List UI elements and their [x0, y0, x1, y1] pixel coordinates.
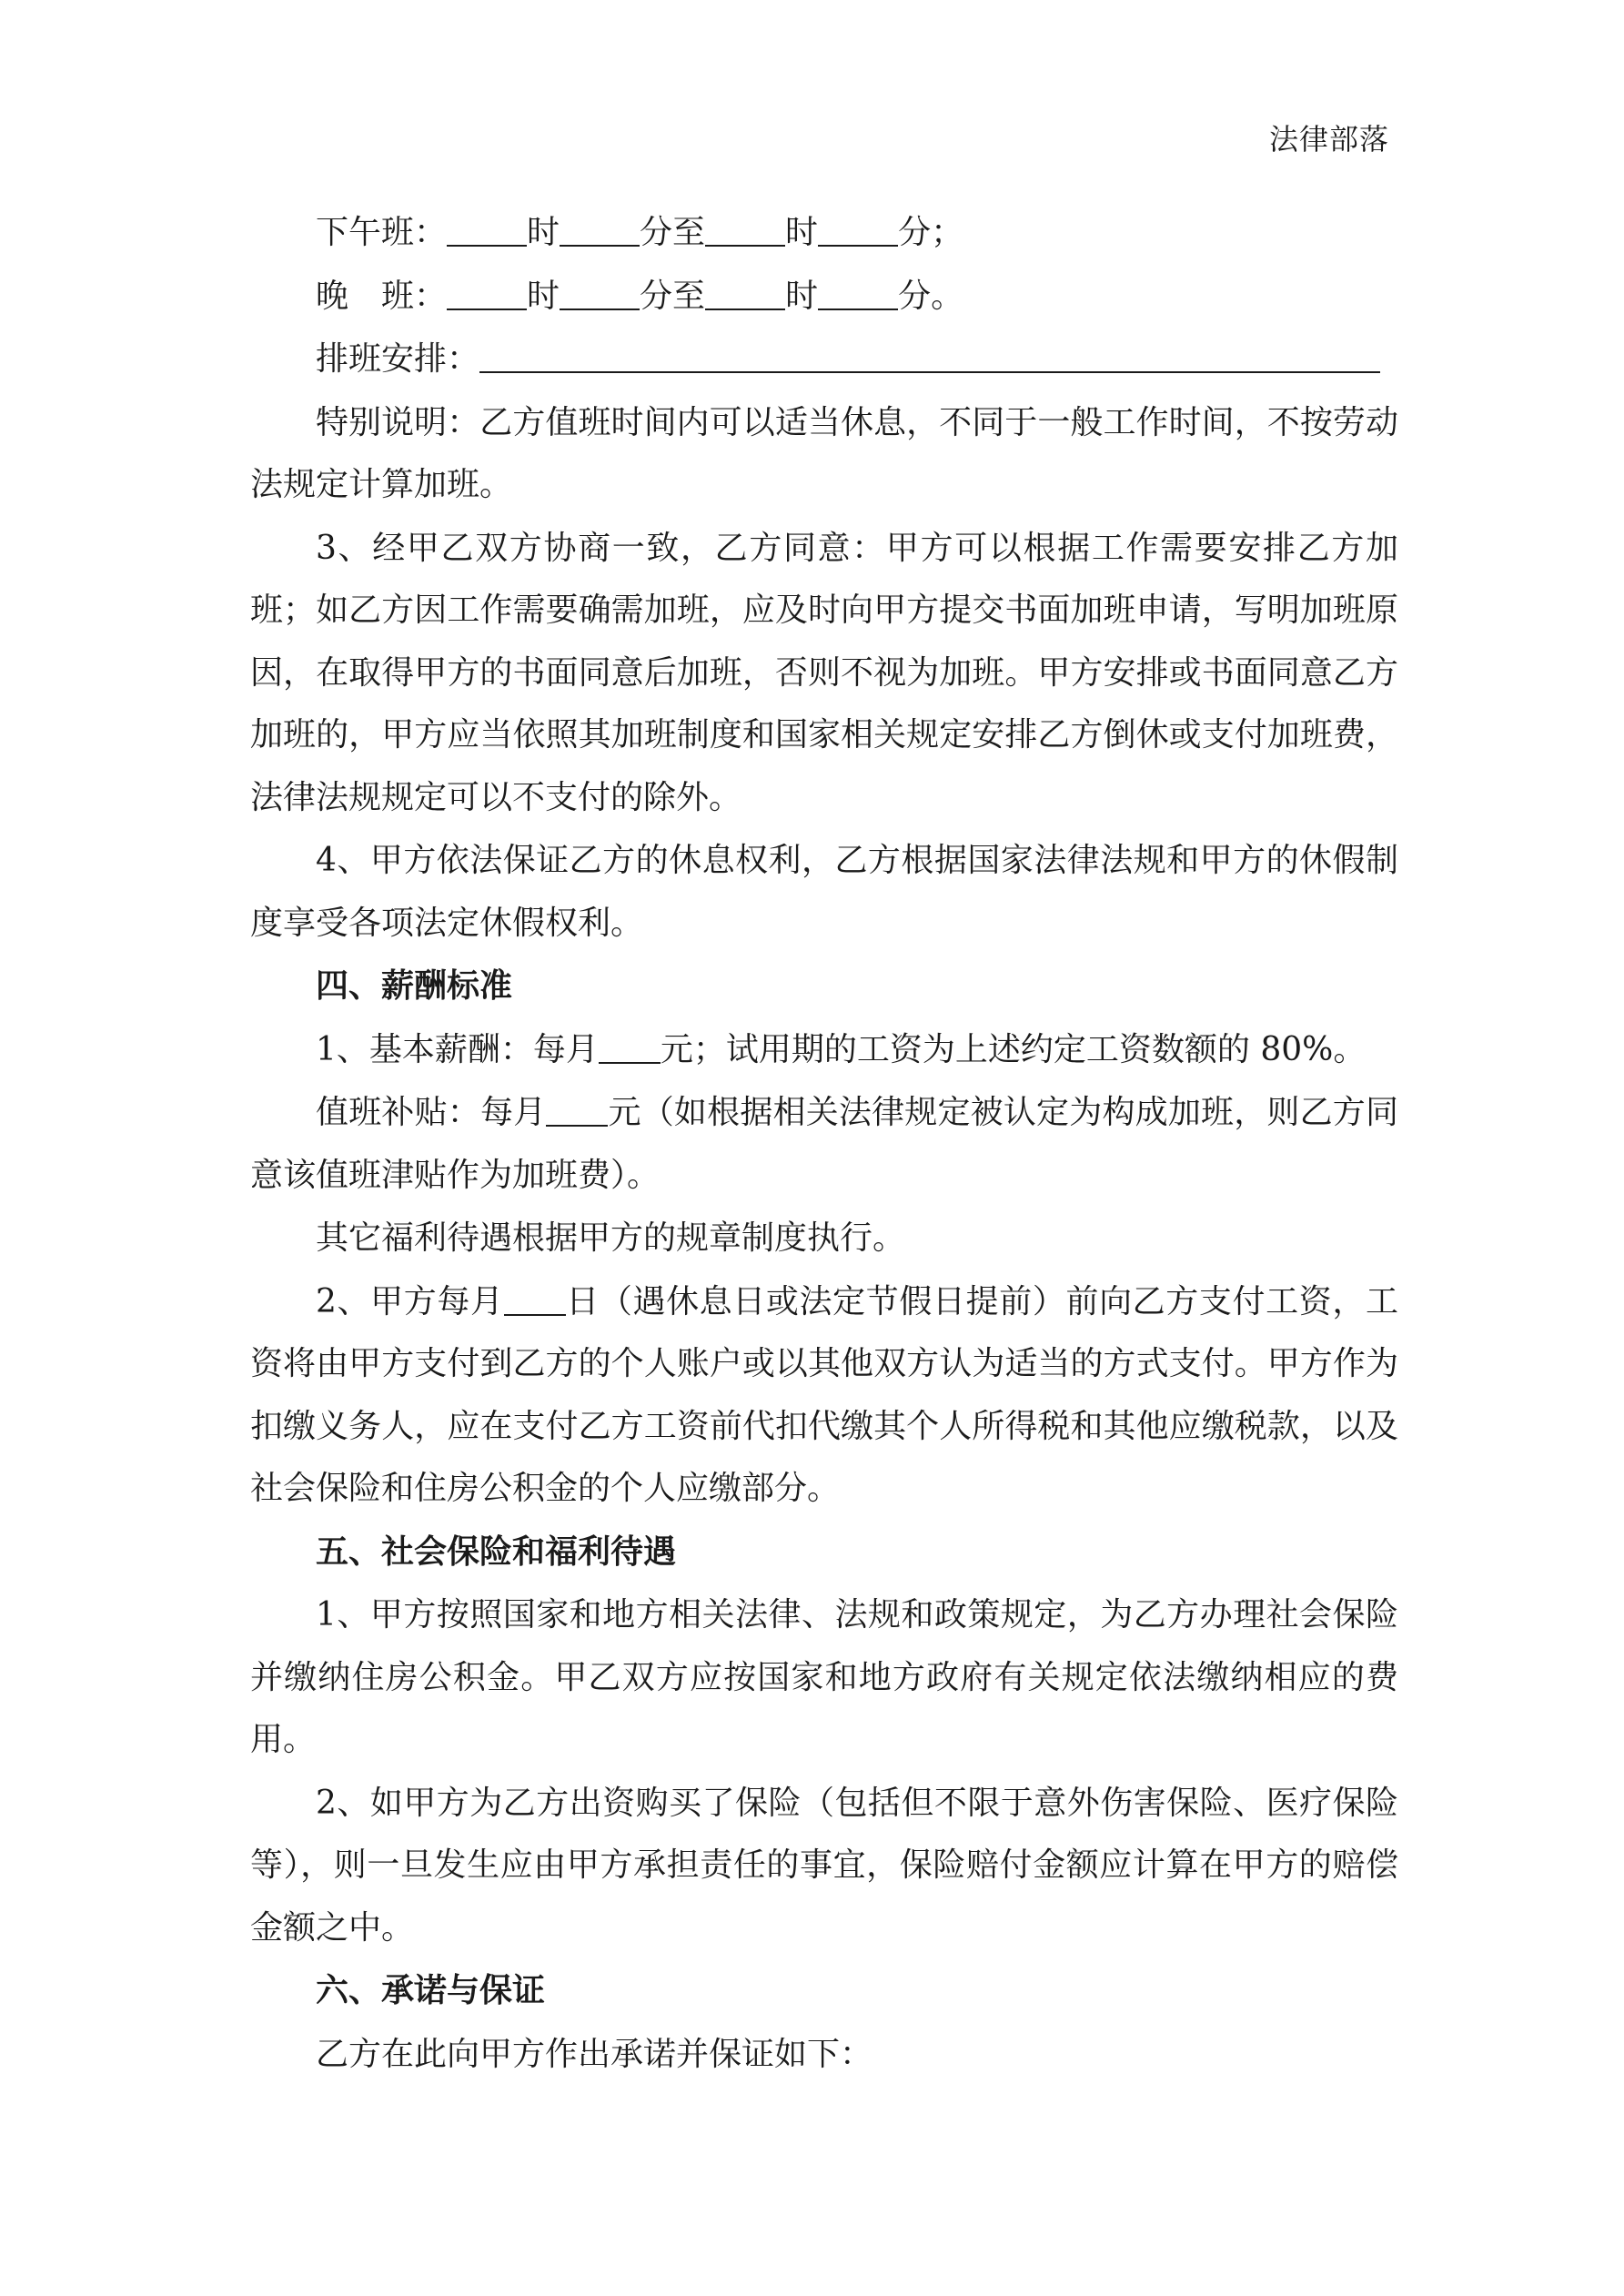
basic-salary-line: [250, 1019, 1398, 1082]
minute-end-unit: 分。: [898, 277, 964, 315]
night-shift-label-b: 班：: [381, 277, 448, 315]
section5-heading: 五、社会保险和福利待遇: [316, 1532, 677, 1571]
basic-salary-suffix: 元；试用期的工资为上述约定工资数额的 80%。: [660, 1030, 1367, 1068]
duty-allowance-blank: [546, 1094, 608, 1127]
section4-heading: 四、薪酬标准: [316, 967, 513, 1005]
schedule-blank: [479, 340, 1380, 373]
night-end-minute-blank: [818, 278, 898, 310]
hour-unit: 时: [527, 277, 560, 315]
night-end-hour-blank: [705, 278, 785, 310]
hour-unit: 时: [785, 214, 819, 251]
afternoon-shift-label: 下午班：: [316, 214, 448, 251]
section6-heading: 六、承诺与保证: [316, 1972, 546, 2009]
night-shift-label-a: 晚: [316, 277, 349, 315]
afternoon-shift-line: [250, 202, 1398, 265]
afternoon-end-minute-blank: [818, 214, 898, 247]
night-start-minute-blank: [560, 278, 640, 310]
hour-unit: 时: [785, 277, 819, 315]
schedule-line: [250, 329, 1398, 391]
duty-allowance-suffix: 元（如根据相关法律规定被认定为构成加班，则乙方同意该值班津贴作为加班费）。: [250, 1094, 1398, 1194]
duty-allowance-prefix: 值班补贴：每月: [316, 1094, 547, 1131]
hour-unit: 时: [527, 214, 560, 251]
night-start-hour-blank: [447, 278, 527, 310]
document-body: [250, 202, 1398, 2087]
section5-item1-paragraph: 1、甲方按照国家和地方相关法律、法规和政策规定，为乙方办理社会保险并缴纳住房公积金。甲乙双方应按国家和地方政府有关规定依法缴纳相应的费用。: [250, 1596, 1398, 1758]
section6-intro-paragraph: 乙方在此向甲方作出承诺并保证如下：: [316, 2035, 873, 2073]
afternoon-start-hour-blank: [447, 214, 527, 247]
section5-item2-paragraph: 2、如甲方为乙方出资购买了保险（包括但不限于意外伤害保险、医疗保险等），则一旦发生应由甲方承担责任的事宜，保险赔付金额应计算在甲方的赔偿金额之中。: [250, 1784, 1398, 1947]
minute-end-unit: 分；: [898, 214, 964, 251]
payday-blank: [504, 1283, 566, 1316]
afternoon-start-minute-blank: [560, 214, 640, 247]
duty-allowance-paragraph: [250, 1082, 1398, 1207]
payday-prefix: 2、甲方每月: [316, 1282, 504, 1320]
payday-paragraph: [250, 1271, 1398, 1521]
minute-to-unit: 分至: [640, 277, 706, 315]
page-header-brand: 法律部落: [1269, 122, 1390, 157]
welfare-paragraph: 其它福利待遇根据甲方的规章制度执行。: [316, 1219, 906, 1257]
afternoon-end-hour-blank: [705, 214, 785, 247]
basic-salary-prefix: 1、基本薪酬：每月: [316, 1030, 599, 1068]
schedule-label: 排班安排：: [316, 340, 480, 378]
payday-suffix: 日（遇休息日或法定节假日提前）前向乙方支付工资，工资将由甲方支付到乙方的个人账户或以其他双方认为适当的方式支付。甲方作为扣缴义务人，应在支付乙方工资前代扣代缴其个人所得税和其他应缴税款，以及社会保险和住房公积金的个人应缴部分。: [250, 1282, 1398, 1507]
special-note-paragraph: 特别说明：乙方值班时间内可以适当休息，不同于一般工作时间，不按劳动法规定计算加班。: [250, 403, 1398, 503]
night-shift-line: [250, 266, 1398, 329]
basic-salary-blank: [599, 1031, 661, 1064]
item4-paragraph: 4、甲方依法保证乙方的休息权利，乙方根据国家法律法规和甲方的休假制度享受各项法定休假权利。: [250, 842, 1398, 942]
minute-to-unit: 分至: [640, 214, 706, 251]
item3-paragraph: 3、经甲乙双方协商一致，乙方同意：甲方可以根据工作需要安排乙方加班；如乙方因工作需要确需加班，应及时向甲方提交书面加班申请，写明加班原因，在取得甲方的书面同意后加班，否则不视为加班。甲方安排或书面同意乙方加班的，甲方应当依照其加班制度和国家相关规定安排乙方倒休或支付加班费，法律法规规定可以不支付的除外。: [250, 529, 1398, 816]
